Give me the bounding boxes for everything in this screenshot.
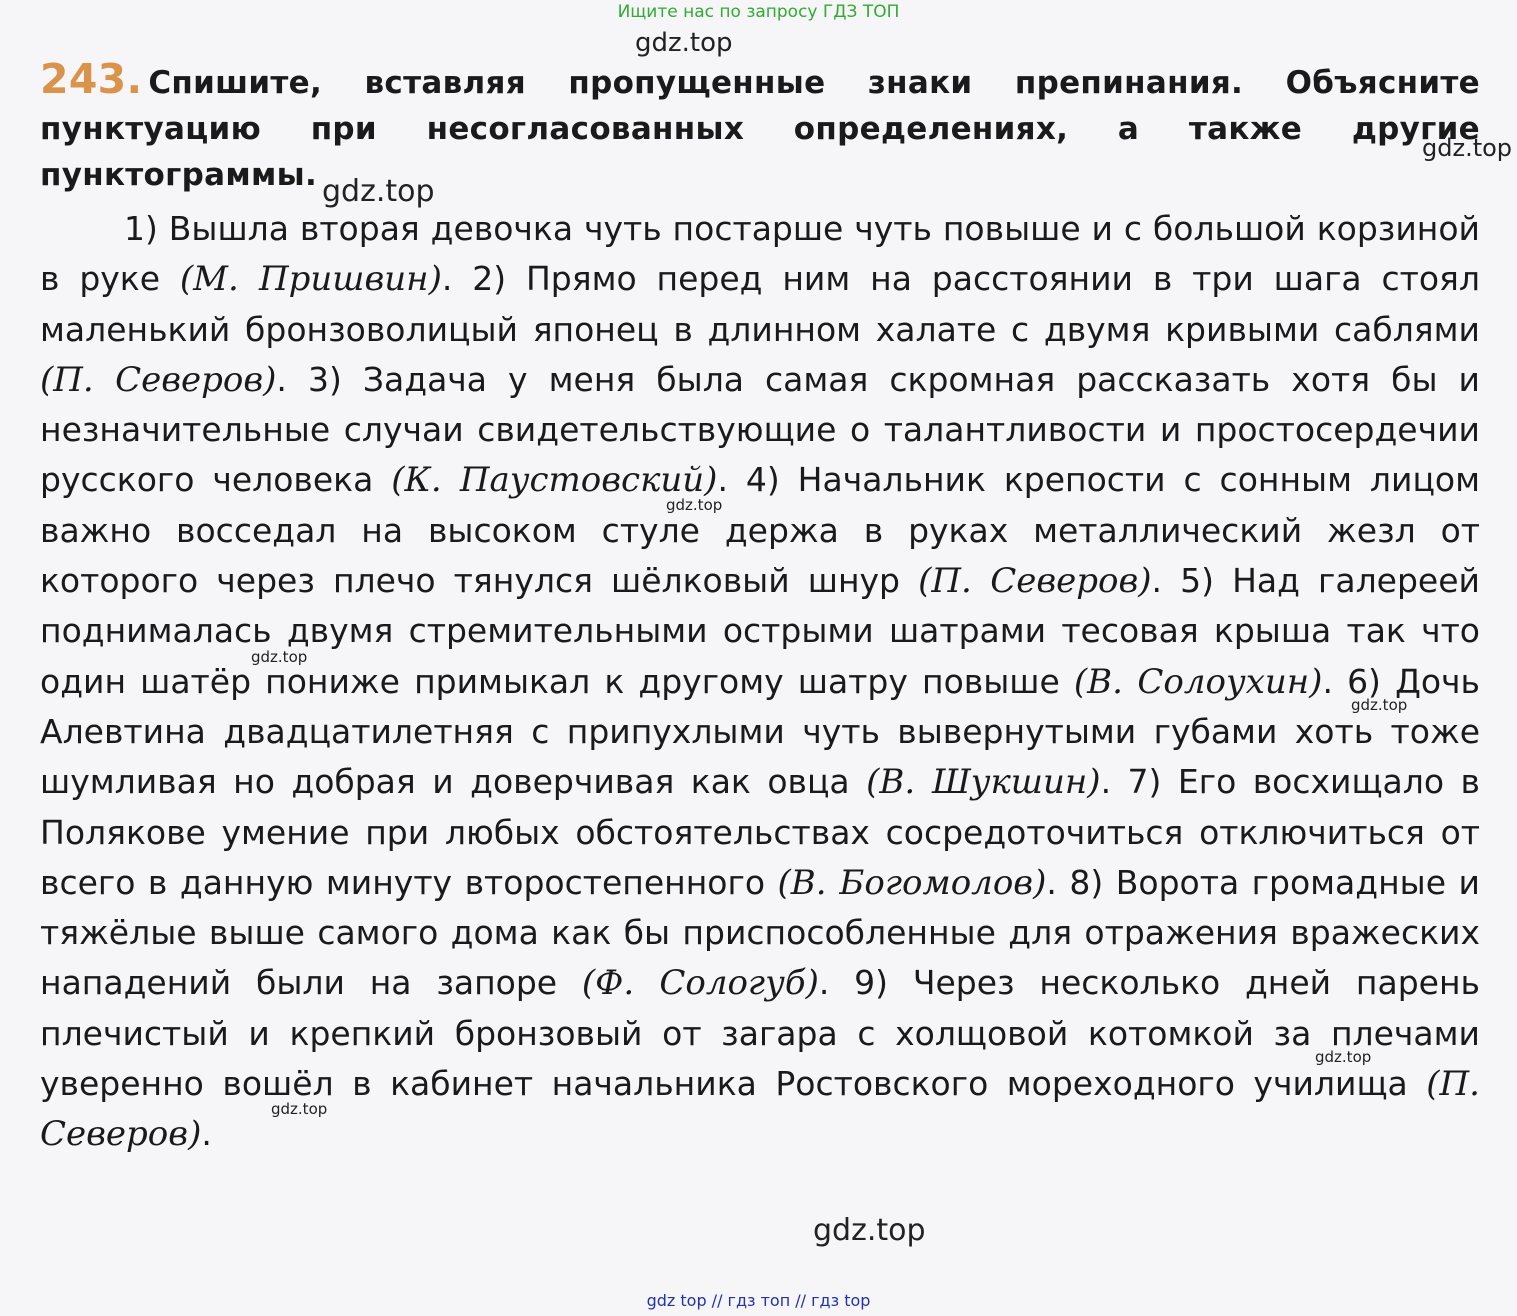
sentence: 5) Над галереей поднималась двумя стремительными острыми шатрами тесовая крыша так что один шатёр пониже примыкал к другому шатру повыше (В. Солоухин).	[40, 561, 1480, 702]
watermark: gdz.top	[666, 496, 723, 514]
source-author: (В. Богомолов)	[777, 862, 1047, 903]
exercise-instruction: Спишите, вставляя пропущенные знаки препинания. Объясните пунктуацию при несогласованных определениях, а также другие пунктограммы.	[40, 65, 1480, 193]
sentence: 8) Ворота громадные и тяжёлые выше самого дома как бы приспособленные для отражения вражеских нападений были на запоре (Ф. Сологуб).	[40, 862, 1480, 1004]
source-author: (В. Солоухин)	[1073, 661, 1323, 702]
sentence: 6) Дочь Алевтина двадцатилетняя с припухлыми чуть вывернутыми губами хоть тоже шумливая но добрая и доверчивая как овца (В. Шукшин).	[40, 661, 1480, 803]
source-author: (П. Северов)	[40, 359, 277, 400]
source-author: (Ф. Сологуб)	[581, 963, 819, 1004]
watermark: gdz.top	[635, 28, 733, 58]
watermark: gdz.top	[813, 1213, 926, 1248]
sentence: 4) Начальник крепости с сонным лицом важно восседал на высоком стуле держа в руках металлический жезл от которого через плечо тянулся шёлковый шнур (П. Северов).	[40, 460, 1480, 602]
sentence: 2) Прямо перед ним на расстоянии в три шага стоял маленький бронзоволицый японец в длинном халате с двумя кривыми саблями (П. Северов).	[40, 259, 1480, 400]
source-author: (П. Северов)	[918, 561, 1152, 602]
footer-links: gdz top // гдз топ // гдз top	[646, 1291, 871, 1310]
watermark: gdz.top	[271, 1100, 328, 1118]
watermark: gdz.top	[1422, 134, 1513, 162]
sentence: 7) Его восхищало в Полякове умение при любых обстоятельствах сосредоточиться отключиться от всего в данную минуту второстепенного (В. Богомолов).	[40, 762, 1480, 903]
sentence: 1) Вышла вторая девочка чуть постарше чуть повыше и с большой корзиной в руке (М. Пришвин).	[40, 209, 1480, 300]
source-author: (В. Шукшин)	[866, 762, 1101, 803]
sentence: 3) Задача у меня была самая скромная рассказать хотя бы и незначительные случаи свидетельствующие о талантливости и простосердечии русского человека (К. Паустовский).	[40, 359, 1480, 501]
exercise-number: 243.	[40, 55, 143, 103]
watermark: gdz.top	[1351, 696, 1408, 714]
exercise-body	[40, 204, 1480, 1160]
source-author: (К. Паустовский)	[391, 460, 718, 501]
sentence: 9) Через несколько дней парень плечистый и крепкий бронзовый от загара с холщовой котомкой за плечами уверенно вошёл в кабинет начальника Ростовского мореходного училища (П. Северов).	[40, 963, 1480, 1155]
watermark: gdz.top	[322, 174, 435, 209]
source-author: (М. Пришвин)	[179, 259, 442, 300]
top-banner: Ищите нас по запросу ГДЗ ТОП	[617, 2, 900, 22]
watermark: gdz.top	[1315, 1048, 1372, 1066]
exercise-heading	[40, 56, 1480, 198]
watermark: gdz.top	[251, 648, 308, 666]
source-author: (П. Северов)	[40, 1064, 1480, 1155]
textbook-page	[40, 50, 1480, 1160]
